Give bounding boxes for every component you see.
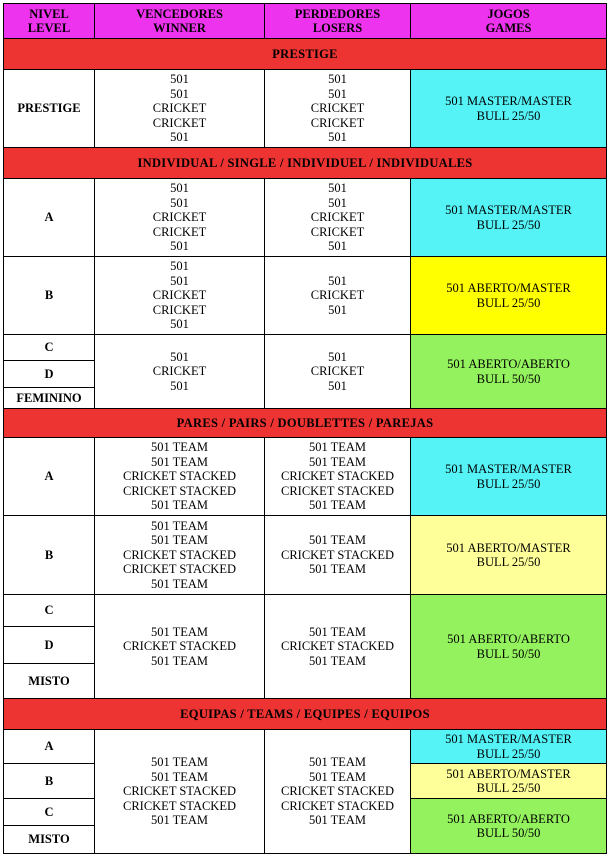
- games-cell: 501 MASTER/MASTER BULL 25/50: [411, 730, 607, 764]
- table-row: [4, 257, 607, 335]
- header-winners: VENCEDORES WINNER: [95, 4, 265, 39]
- winners-cell: 501 501 CRICKET CRICKET 501: [95, 70, 265, 148]
- winners-cell: 501 TEAM 501 TEAM CRICKET STACKED CRICKET STACKED 501 TEAM: [95, 516, 265, 595]
- section-header-teams: [4, 699, 607, 730]
- games-table: [3, 3, 607, 854]
- level-cell: A: [4, 179, 95, 257]
- table-row: [4, 516, 607, 595]
- level-cell: D: [4, 627, 95, 664]
- winners-cell: 501 TEAM CRICKET STACKED 501 TEAM: [95, 595, 265, 699]
- losers-cell: 501 CRICKET 501: [265, 257, 411, 335]
- table-row: [4, 335, 607, 361]
- losers-cell: 501 TEAM CRICKET STACKED 501 TEAM: [265, 595, 411, 699]
- level-cell: B: [4, 764, 95, 799]
- winners-cell: 501 501 CRICKET CRICKET 501: [95, 257, 265, 335]
- level-cell: B: [4, 257, 95, 335]
- header-losers: PERDEDORES LOSERS: [265, 4, 411, 39]
- games-cell: 501 ABERTO/MASTER BULL 25/50: [411, 257, 607, 335]
- level-cell: A: [4, 730, 95, 764]
- level-cell: C: [4, 335, 95, 361]
- games-cell: 501 ABERTO/MASTER BULL 25/50: [411, 764, 607, 799]
- winners-cell: 501 TEAM 501 TEAM CRICKET STACKED CRICKET STACKED 501 TEAM: [95, 730, 265, 854]
- games-cell: 501 ABERTO/ABERTO BULL 50/50: [411, 335, 607, 409]
- section-header-prestige: [4, 39, 607, 70]
- table-row: [4, 70, 607, 148]
- table-row: [4, 595, 607, 627]
- header-level: NIVEL LEVEL: [4, 4, 95, 39]
- losers-cell: 501 TEAM 501 TEAM CRICKET STACKED CRICKET STACKED 501 TEAM: [265, 438, 411, 516]
- section-title: INDIVIDUAL / SINGLE / INDIVIDUEL / INDIVIDUALES: [4, 148, 607, 179]
- level-cell: MISTO: [4, 664, 95, 699]
- level-cell: B: [4, 516, 95, 595]
- table-row: [4, 179, 607, 257]
- games-cell: 501 MASTER/MASTER BULL 25/50: [411, 70, 607, 148]
- losers-cell: 501 TEAM 501 TEAM CRICKET STACKED CRICKET STACKED 501 TEAM: [265, 730, 411, 854]
- section-title: EQUIPAS / TEAMS / EQUIPES / EQUIPOS: [4, 699, 607, 730]
- games-cell: 501 MASTER/MASTER BULL 25/50: [411, 438, 607, 516]
- games-cell: 501 ABERTO/ABERTO BULL 50/50: [411, 799, 607, 854]
- winners-cell: 501 TEAM 501 TEAM CRICKET STACKED CRICKET STACKED 501 TEAM: [95, 438, 265, 516]
- losers-cell: 501 TEAM CRICKET STACKED 501 TEAM: [265, 516, 411, 595]
- losers-cell: 501 501 CRICKET CRICKET 501: [265, 179, 411, 257]
- level-cell: C: [4, 595, 95, 627]
- level-cell: PRESTIGE: [4, 70, 95, 148]
- winners-cell: 501 CRICKET 501: [95, 335, 265, 409]
- level-cell: A: [4, 438, 95, 516]
- games-cell: 501 ABERTO/ABERTO BULL 50/50: [411, 595, 607, 699]
- games-cell: 501 MASTER/MASTER BULL 25/50: [411, 179, 607, 257]
- header-games: JOGOS GAMES: [411, 4, 607, 39]
- section-header-individual: [4, 148, 607, 179]
- section-header-pairs: [4, 409, 607, 438]
- games-cell: 501 ABERTO/MASTER BULL 25/50: [411, 516, 607, 595]
- losers-cell: 501 CRICKET 501: [265, 335, 411, 409]
- losers-cell: 501 501 CRICKET CRICKET 501: [265, 70, 411, 148]
- section-title: PRESTIGE: [4, 39, 607, 70]
- level-cell: D: [4, 361, 95, 388]
- header-row: [4, 4, 607, 39]
- table-row: [4, 730, 607, 764]
- section-title: PARES / PAIRS / DOUBLETTES / PAREJAS: [4, 409, 607, 438]
- level-cell: C: [4, 799, 95, 826]
- table-row: [4, 438, 607, 516]
- winners-cell: 501 501 CRICKET CRICKET 501: [95, 179, 265, 257]
- level-cell: FEMININO: [4, 388, 95, 409]
- level-cell: MISTO: [4, 826, 95, 854]
